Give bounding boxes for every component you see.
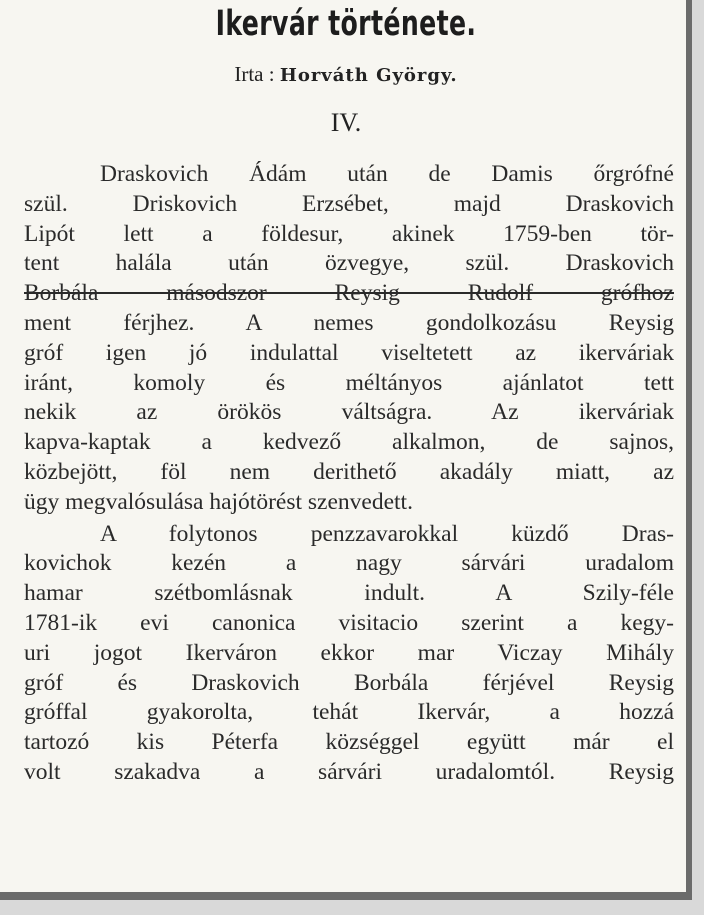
text-line: tent halála után özvegye, szül. Draskovich (24, 250, 674, 277)
text-line: 1781-ik evi canonica visitacio szerint a kegy- (24, 609, 674, 636)
article-title: Ikervár története. (215, 4, 477, 44)
text-line: Borbála másodszor Reysig Rudolf grófhoz (24, 280, 674, 307)
text-line: A folytonos penzzavarokkal küzdő Dras- (100, 520, 674, 547)
text-line: ügy megvalósulása hajótörést szenvedett. (24, 488, 413, 515)
text-line: kovichok kezén a nagy sárvári uradalom (24, 550, 674, 577)
text-line: kapva-kaptak a kedvező alkalmon, de sajnos, (24, 429, 674, 456)
text-line: Draskovich Ádám után de Damis őrgrófné (100, 161, 674, 187)
paragraph-1 (24, 160, 674, 518)
paragraph-2 (24, 520, 674, 788)
part-number: IV. (330, 108, 362, 137)
text-line: Lipót lett a földesur, akinek 1759-ben tör- (24, 220, 674, 247)
text-line: ment férjhez. A nemes gondolkozásu Reysig (24, 309, 674, 336)
text-line: volt szakadva a sárvári uradalomtól. Reysig (24, 758, 674, 785)
text-line: szül. Driskovich Erzsébet, majd Draskovich (24, 190, 674, 217)
text-line: uri jogot Ikerváron ekkor mar Viczay Mihály (24, 639, 674, 666)
byline-prefix: Irta : (234, 62, 280, 86)
text-line: gróf és Draskovich Borbála férjével Reysig (24, 669, 674, 696)
text-line: hamar szétbomlásnak indult. A Szily-féle (24, 580, 674, 607)
text-line: gróf igen jó indulattal viseltetett az ikerváriak (24, 339, 674, 366)
article-body (24, 160, 674, 788)
text-line: tartozó kis Péterfa községgel együtt már el (24, 729, 674, 756)
text-line: gróffal gyakorolta, tehát Ikervár, a hozzá (24, 699, 674, 726)
byline (0, 62, 692, 87)
text-line: közbejött, föl nem derithető akadály miatt, az (24, 458, 674, 485)
text-line: nekik az örökös váltságra. Az ikerváriak (24, 399, 674, 426)
text-line: iránt, komoly és méltányos ajánlatot tett (24, 369, 674, 396)
author-name: Horváth György. (279, 65, 458, 86)
